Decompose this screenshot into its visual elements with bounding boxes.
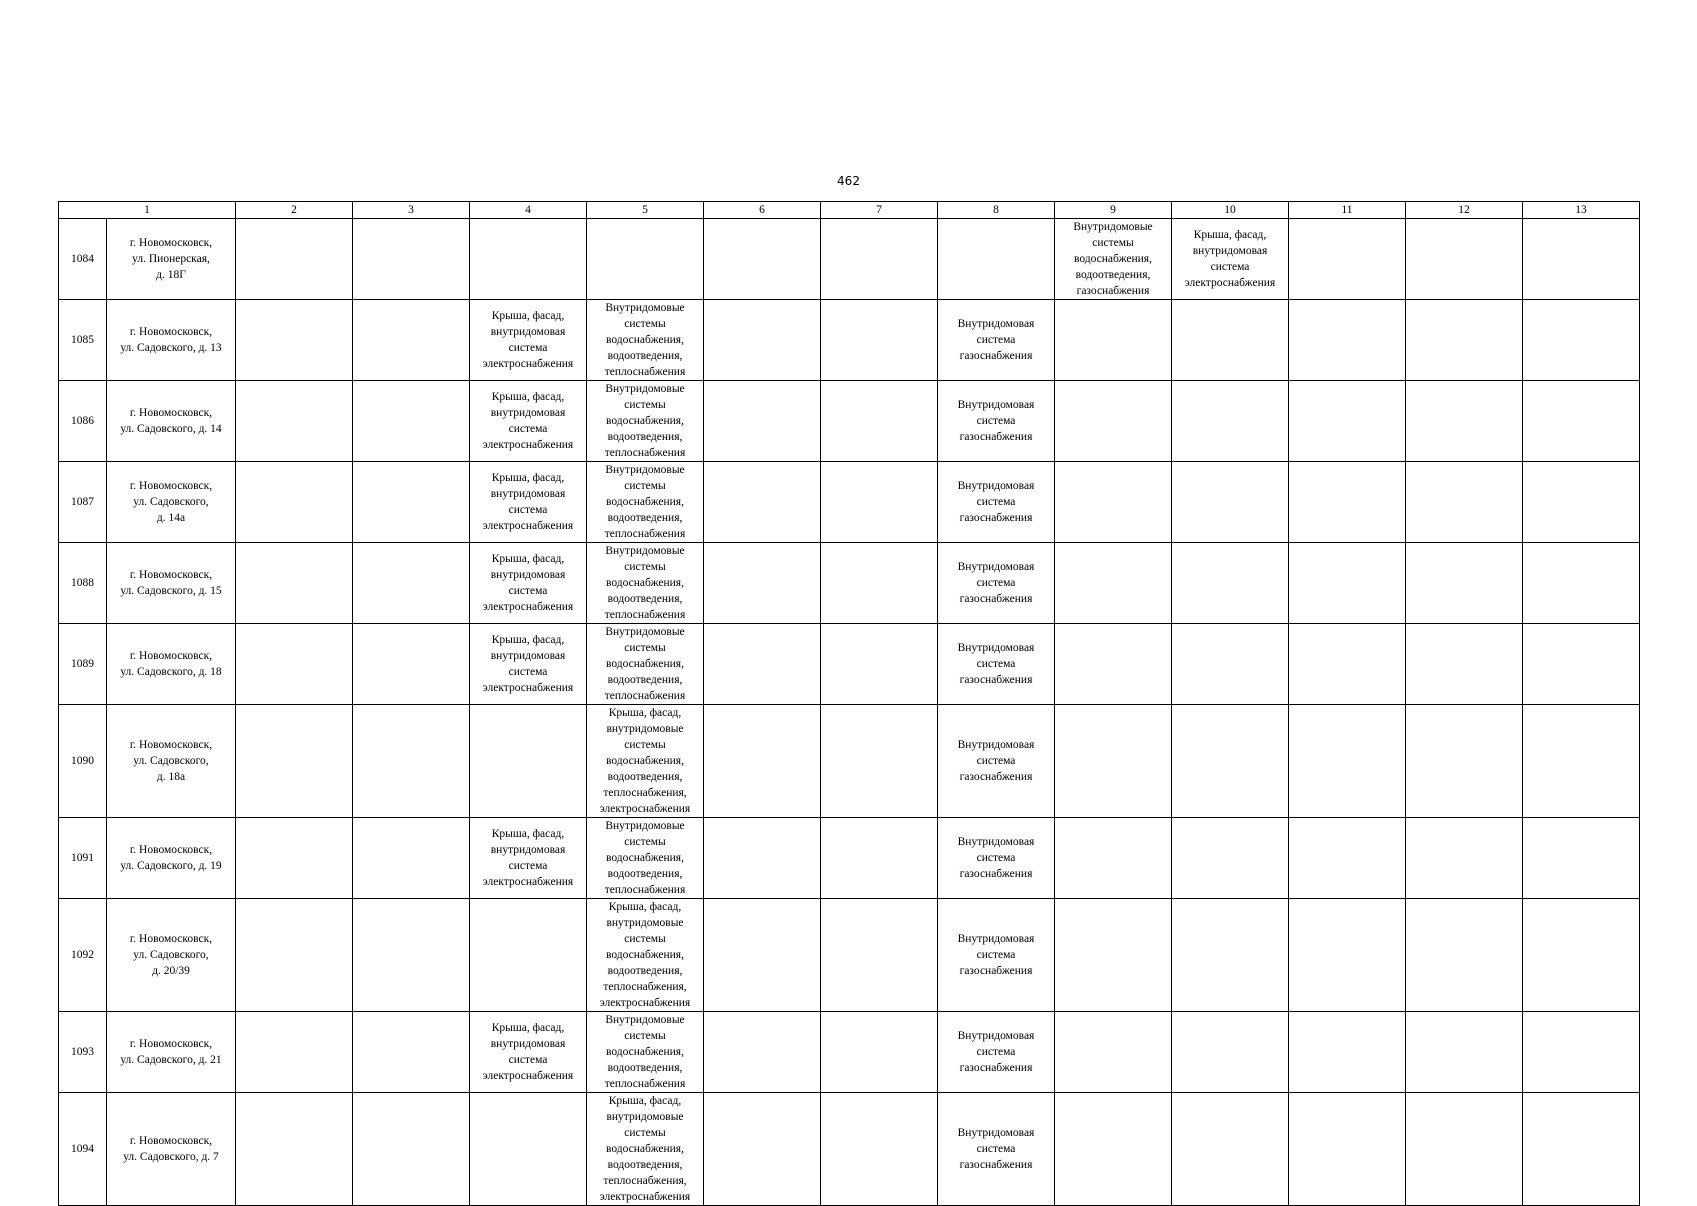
cell-text: Внутридомовая система газоснабжения	[957, 1127, 1035, 1171]
cell-col-13	[1523, 705, 1640, 818]
cell-col-3	[353, 705, 470, 818]
cell-col-5	[587, 624, 704, 705]
cell-col-2	[236, 381, 353, 462]
cell-col-10	[1172, 300, 1289, 381]
column-header: 13	[1523, 202, 1640, 219]
cell-col-10	[1172, 1012, 1289, 1093]
cell-col-9	[1055, 1012, 1172, 1093]
cell-col-11	[1289, 381, 1406, 462]
cell-col-5	[587, 300, 704, 381]
cell-col-13	[1523, 899, 1640, 1012]
cell-col-8	[938, 543, 1055, 624]
cell-col-12	[1406, 1012, 1523, 1093]
cell-col-5	[587, 899, 704, 1012]
cell-col-4	[470, 219, 587, 300]
cell-text: Внутридомовые системы водоснабжения, водоотведения, теплоснабжения	[604, 464, 686, 540]
cell-col-4	[470, 300, 587, 381]
cell-text: Крыша, фасад, внутридомовая система электроснабжения	[482, 472, 574, 532]
cell-col-6	[704, 219, 821, 300]
cell-col-13	[1523, 381, 1640, 462]
cell-text: Внутридомовая система газоснабжения	[957, 642, 1035, 686]
address-text: г. Новомосковск, ул. Садовского, д. 18а	[129, 739, 213, 783]
column-header: 10	[1172, 202, 1289, 219]
cell-col-9	[1055, 624, 1172, 705]
cell-col-13	[1523, 300, 1640, 381]
column-header: 11	[1289, 202, 1406, 219]
cell-col-11	[1289, 818, 1406, 899]
column-header: 9	[1055, 202, 1172, 219]
row-number-cell	[59, 381, 107, 462]
cell-text: Крыша, фасад, внутридомовая система электроснабжения	[482, 310, 574, 370]
cell-col-4	[470, 1012, 587, 1093]
cell-col-13	[1523, 1093, 1640, 1206]
row-number: 1094	[71, 1143, 94, 1155]
cell-col-8	[938, 300, 1055, 381]
cell-col-2	[236, 899, 353, 1012]
cell-col-11	[1289, 543, 1406, 624]
row-number-cell	[59, 300, 107, 381]
cell-text: Внутридомовая система газоснабжения	[957, 399, 1035, 443]
row-number-cell	[59, 543, 107, 624]
address-cell	[107, 624, 236, 705]
cell-col-9	[1055, 1093, 1172, 1206]
address-cell	[107, 818, 236, 899]
row-number-cell	[59, 705, 107, 818]
cell-col-10	[1172, 543, 1289, 624]
cell-col-12	[1406, 899, 1523, 1012]
cell-col-8	[938, 705, 1055, 818]
cell-text: Внутридомовая система газоснабжения	[957, 318, 1035, 362]
cell-col-7	[821, 818, 938, 899]
column-header: 1	[59, 202, 236, 219]
row-number-cell	[59, 624, 107, 705]
cell-col-10	[1172, 899, 1289, 1012]
row-number: 1092	[71, 949, 94, 961]
cell-col-3	[353, 300, 470, 381]
row-number-cell	[59, 1012, 107, 1093]
cell-col-3	[353, 1093, 470, 1206]
cell-col-5	[587, 381, 704, 462]
cell-col-4	[470, 818, 587, 899]
cell-col-8	[938, 899, 1055, 1012]
column-header: 4	[470, 202, 587, 219]
table-row	[59, 462, 1640, 543]
address-text: г. Новомосковск, ул. Садовского, д. 14а	[129, 480, 213, 524]
cell-col-8	[938, 1012, 1055, 1093]
row-number-cell	[59, 1093, 107, 1206]
cell-col-3	[353, 543, 470, 624]
cell-col-11	[1289, 300, 1406, 381]
cell-col-8	[938, 624, 1055, 705]
address-cell	[107, 1012, 236, 1093]
cell-col-6	[704, 543, 821, 624]
row-number: 1093	[71, 1046, 94, 1058]
cell-text: Крыша, фасад, внутридомовая система электроснабжения	[482, 553, 574, 613]
cell-col-3	[353, 219, 470, 300]
cell-col-6	[704, 1012, 821, 1093]
row-number: 1090	[71, 755, 94, 767]
cell-col-5	[587, 462, 704, 543]
cell-col-8	[938, 462, 1055, 543]
cell-col-2	[236, 462, 353, 543]
cell-text: Внутридомовые системы водоснабжения, водоотведения, теплоснабжения	[604, 1014, 686, 1090]
cell-col-12	[1406, 624, 1523, 705]
cell-col-10	[1172, 705, 1289, 818]
cell-col-7	[821, 705, 938, 818]
table-row	[59, 300, 1640, 381]
column-header: 12	[1406, 202, 1523, 219]
cell-col-11	[1289, 462, 1406, 543]
row-number: 1089	[71, 658, 94, 670]
cell-col-2	[236, 705, 353, 818]
cell-col-11	[1289, 705, 1406, 818]
cell-col-9	[1055, 543, 1172, 624]
cell-text: Крыша, фасад, внутридомовая система электроснабжения	[1184, 229, 1276, 289]
address-text: г. Новомосковск, ул. Садовского, д. 18	[120, 650, 222, 678]
cell-col-6	[704, 300, 821, 381]
cell-col-7	[821, 462, 938, 543]
table-row	[59, 219, 1640, 300]
cell-col-5	[587, 705, 704, 818]
cell-text: Крыша, фасад, внутридомовая система электроснабжения	[482, 634, 574, 694]
cell-col-4	[470, 705, 587, 818]
cell-text: Внутридомовые системы водоснабжения, водоотведения, теплоснабжения	[604, 626, 686, 702]
cell-col-3	[353, 462, 470, 543]
address-text: г. Новомосковск, ул. Садовского, д. 19	[120, 844, 222, 872]
cell-col-10	[1172, 1093, 1289, 1206]
cell-col-8	[938, 219, 1055, 300]
cell-col-6	[704, 1093, 821, 1206]
cell-col-2	[236, 624, 353, 705]
cell-text: Крыша, фасад, внутридомовая система электроснабжения	[482, 391, 574, 451]
cell-col-5	[587, 1093, 704, 1206]
cell-col-11	[1289, 1012, 1406, 1093]
address-cell	[107, 543, 236, 624]
cell-col-13	[1523, 1012, 1640, 1093]
cell-col-7	[821, 624, 938, 705]
cell-text: Крыша, фасад, внутридомовые системы водоснабжения, водоотведения, теплоснабжения, электроснабжения	[599, 707, 691, 815]
cell-col-5	[587, 543, 704, 624]
cell-text: Внутридомовая система газоснабжения	[957, 1030, 1035, 1074]
address-text: г. Новомосковск, ул. Садовского, д. 13	[120, 326, 222, 354]
cell-col-5	[587, 1012, 704, 1093]
cell-col-6	[704, 381, 821, 462]
cell-col-5	[587, 818, 704, 899]
capital-repair-table	[58, 201, 1640, 1206]
column-header: 8	[938, 202, 1055, 219]
cell-col-10	[1172, 219, 1289, 300]
address-cell	[107, 462, 236, 543]
row-number: 1086	[71, 415, 94, 427]
row-number: 1087	[71, 496, 94, 508]
cell-col-3	[353, 381, 470, 462]
cell-text: Внутридомовые системы водоснабжения, водоотведения, теплоснабжения	[604, 820, 686, 896]
table-row	[59, 1012, 1640, 1093]
cell-col-4	[470, 1093, 587, 1206]
cell-text: Внутридомовая система газоснабжения	[957, 739, 1035, 783]
address-text: г. Новомосковск, ул. Садовского, д. 14	[120, 407, 222, 435]
table-row	[59, 543, 1640, 624]
cell-col-13	[1523, 624, 1640, 705]
address-cell	[107, 300, 236, 381]
cell-col-10	[1172, 624, 1289, 705]
cell-col-7	[821, 300, 938, 381]
address-cell	[107, 381, 236, 462]
cell-col-7	[821, 219, 938, 300]
row-number-cell	[59, 899, 107, 1012]
row-number: 1085	[71, 334, 94, 346]
cell-col-8	[938, 381, 1055, 462]
column-header: 3	[353, 202, 470, 219]
address-text: г. Новомосковск, ул. Садовского, д. 20/39	[129, 933, 213, 977]
table-row	[59, 818, 1640, 899]
cell-col-9	[1055, 219, 1172, 300]
cell-col-9	[1055, 300, 1172, 381]
cell-col-4	[470, 462, 587, 543]
cell-col-13	[1523, 543, 1640, 624]
address-text: г. Новомосковск, ул. Садовского, д. 15	[120, 569, 222, 597]
cell-col-2	[236, 818, 353, 899]
cell-col-12	[1406, 818, 1523, 899]
row-number: 1091	[71, 852, 94, 864]
cell-text: Крыша, фасад, внутридомовая система электроснабжения	[482, 1022, 574, 1082]
cell-col-4	[470, 624, 587, 705]
cell-col-12	[1406, 300, 1523, 381]
cell-col-7	[821, 899, 938, 1012]
cell-col-13	[1523, 462, 1640, 543]
cell-col-11	[1289, 219, 1406, 300]
cell-col-6	[704, 899, 821, 1012]
column-header: 5	[587, 202, 704, 219]
address-cell	[107, 219, 236, 300]
cell-text: Внутридомовые системы водоснабжения, водоотведения, теплоснабжения	[604, 383, 686, 459]
table-row	[59, 705, 1640, 818]
cell-col-10	[1172, 818, 1289, 899]
cell-col-2	[236, 300, 353, 381]
cell-col-11	[1289, 624, 1406, 705]
cell-text: Внутридомовые системы водоснабжения, водоотведения, теплоснабжения	[604, 545, 686, 621]
cell-col-12	[1406, 219, 1523, 300]
column-header: 6	[704, 202, 821, 219]
cell-col-2	[236, 1093, 353, 1206]
cell-col-7	[821, 543, 938, 624]
address-cell	[107, 705, 236, 818]
cell-text: Внутридомовые системы водоснабжения, водоотведения, теплоснабжения	[604, 302, 686, 378]
cell-col-10	[1172, 381, 1289, 462]
cell-col-12	[1406, 705, 1523, 818]
cell-col-2	[236, 1012, 353, 1093]
cell-col-9	[1055, 381, 1172, 462]
cell-col-11	[1289, 899, 1406, 1012]
cell-col-7	[821, 1093, 938, 1206]
cell-col-6	[704, 818, 821, 899]
row-number: 1084	[71, 253, 94, 265]
page-number: 462	[837, 174, 860, 188]
cell-col-12	[1406, 1093, 1523, 1206]
cell-col-3	[353, 1012, 470, 1093]
cell-col-8	[938, 818, 1055, 899]
column-number-row	[59, 202, 1640, 219]
cell-col-5	[587, 219, 704, 300]
address-cell	[107, 899, 236, 1012]
cell-col-13	[1523, 219, 1640, 300]
cell-col-6	[704, 624, 821, 705]
cell-col-10	[1172, 462, 1289, 543]
column-header: 2	[236, 202, 353, 219]
cell-col-4	[470, 381, 587, 462]
cell-text: Внутридомовая система газоснабжения	[957, 933, 1035, 977]
cell-col-2	[236, 543, 353, 624]
cell-col-9	[1055, 818, 1172, 899]
cell-text: Крыша, фасад, внутридомовые системы водоснабжения, водоотведения, теплоснабжения, электроснабжения	[599, 901, 691, 1009]
row-number-cell	[59, 219, 107, 300]
cell-col-13	[1523, 818, 1640, 899]
cell-col-9	[1055, 462, 1172, 543]
cell-text: Внутридомовые системы водоснабжения, водоотведения, газоснабжения	[1073, 221, 1153, 297]
cell-col-12	[1406, 543, 1523, 624]
cell-col-2	[236, 219, 353, 300]
cell-text: Крыша, фасад, внутридомовая система электроснабжения	[482, 828, 574, 888]
column-header: 7	[821, 202, 938, 219]
cell-col-4	[470, 543, 587, 624]
cell-col-7	[821, 381, 938, 462]
table-row	[59, 1093, 1640, 1206]
cell-text: Крыша, фасад, внутридомовые системы водоснабжения, водоотведения, теплоснабжения, электроснабжения	[599, 1095, 691, 1203]
cell-col-7	[821, 1012, 938, 1093]
row-number: 1088	[71, 577, 94, 589]
cell-col-3	[353, 624, 470, 705]
address-text: г. Новомосковск, ул. Садовского, д. 21	[120, 1038, 222, 1066]
cell-col-4	[470, 899, 587, 1012]
cell-col-12	[1406, 381, 1523, 462]
address-text: г. Новомосковск, ул. Садовского, д. 7	[123, 1135, 219, 1163]
cell-col-12	[1406, 462, 1523, 543]
table-row	[59, 899, 1640, 1012]
address-cell	[107, 1093, 236, 1206]
table-row	[59, 624, 1640, 705]
row-number-cell	[59, 462, 107, 543]
table-row	[59, 381, 1640, 462]
cell-col-9	[1055, 899, 1172, 1012]
cell-text: Внутридомовая система газоснабжения	[957, 480, 1035, 524]
address-text: г. Новомосковск, ул. Пионерская, д. 18Г	[129, 237, 213, 281]
cell-col-3	[353, 899, 470, 1012]
cell-text: Внутридомовая система газоснабжения	[957, 561, 1035, 605]
cell-col-3	[353, 818, 470, 899]
row-number-cell	[59, 818, 107, 899]
cell-col-6	[704, 462, 821, 543]
cell-col-6	[704, 705, 821, 818]
cell-col-8	[938, 1093, 1055, 1206]
cell-col-9	[1055, 705, 1172, 818]
cell-text: Внутридомовая система газоснабжения	[957, 836, 1035, 880]
cell-col-11	[1289, 1093, 1406, 1206]
